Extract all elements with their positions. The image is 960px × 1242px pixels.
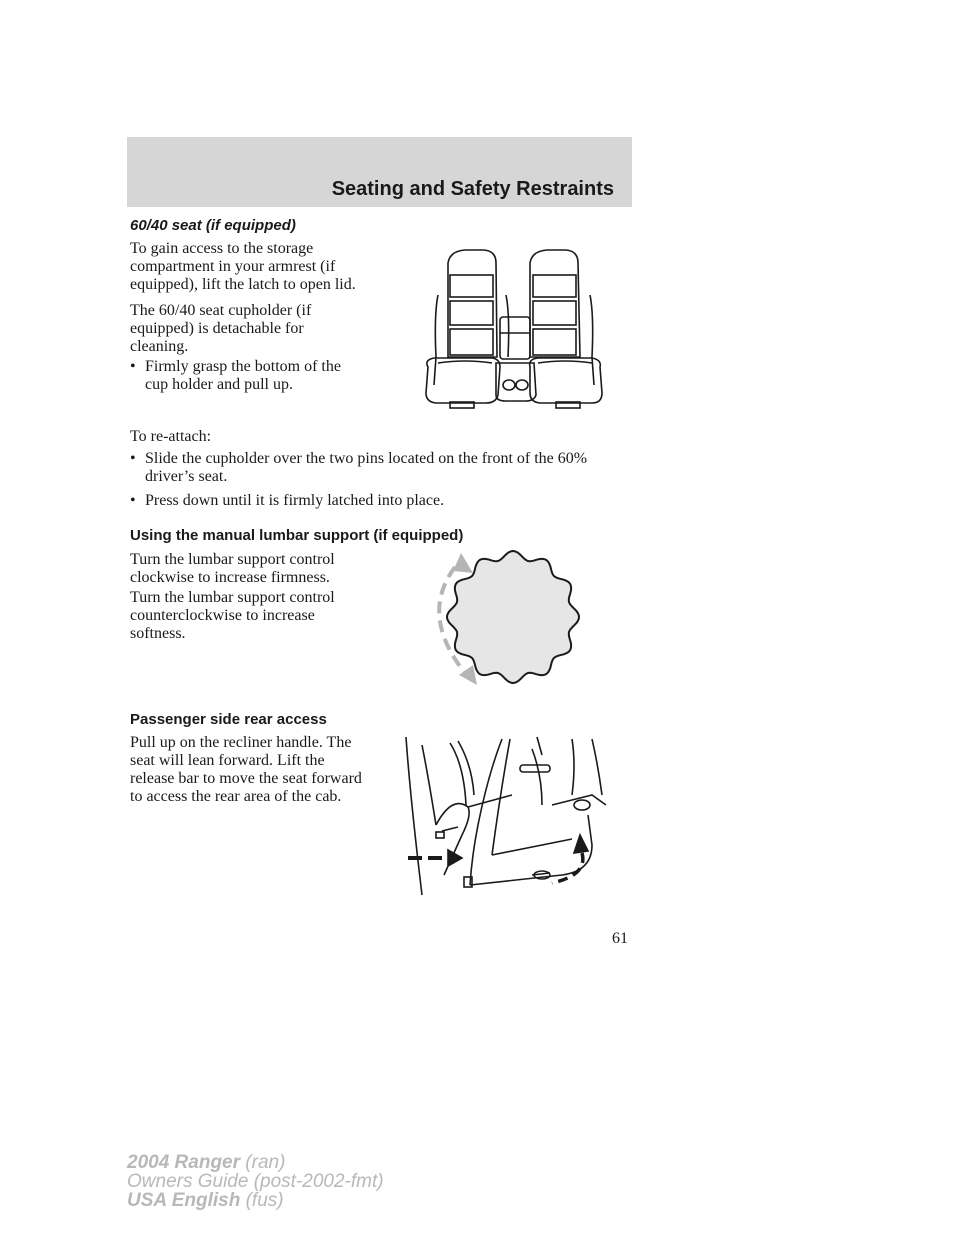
rear-access-heading: Passenger side rear access <box>130 711 327 728</box>
text-line: clockwise to increase firmness. <box>130 569 330 586</box>
footer-model-code: (ran) <box>240 1152 286 1173</box>
text-line: Firmly grasp the bottom of the <box>145 358 341 375</box>
footer <box>127 1153 384 1210</box>
footer-line-3 <box>127 1191 384 1210</box>
text-line: release bar to move the seat forward <box>130 770 362 787</box>
footer-line-2: Owners Guide (post-2002-fmt) <box>127 1171 384 1192</box>
text-line: equipped), lift the latch to open lid. <box>130 276 356 293</box>
bullet-dot: • <box>130 358 136 375</box>
text-line: driver’s seat. <box>145 468 228 485</box>
footer-model: 2004 Ranger <box>127 1152 241 1173</box>
lumbar-para2 <box>130 589 335 643</box>
rear-access-illustration <box>392 735 622 900</box>
bullet-dot: • <box>130 450 136 467</box>
footer-line-1 <box>127 1153 384 1172</box>
text-line: softness. <box>130 625 186 642</box>
text-line: The 60/40 seat cupholder (if <box>130 302 312 319</box>
text-line: To gain access to the storage <box>130 240 314 257</box>
text-line: Slide the cupholder over the two pins located on the front of the 60% <box>145 450 588 467</box>
bullet-grasp-cupholder <box>130 358 390 398</box>
page-number: 61 <box>612 930 628 947</box>
bullet-dot: • <box>130 492 136 509</box>
bullet-press-down <box>130 492 650 512</box>
text-line: equipped) is detachable for <box>130 320 304 337</box>
text-line: cleaning. <box>130 338 189 355</box>
seat-6040-para2 <box>130 302 311 356</box>
lumbar-heading: Using the manual lumbar support (if equipped) <box>130 527 464 544</box>
text-line: cup holder and pull up. <box>145 376 293 393</box>
bullet-slide-cupholder <box>130 450 650 490</box>
text-line: counterclockwise to increase <box>130 607 315 624</box>
text-line: Turn the lumbar support control <box>130 551 335 568</box>
text-line: compartment in your armrest (if <box>130 258 336 275</box>
lumbar-knob-illustration <box>425 545 585 690</box>
text-line: to access the rear area of the cab. <box>130 788 342 805</box>
text-line: seat will lean forward. Lift the <box>130 752 325 769</box>
seat-6040-para1 <box>130 240 356 294</box>
footer-language-code: (fus) <box>240 1190 284 1211</box>
text-line: Turn the lumbar support control <box>130 589 335 606</box>
footer-language: USA English <box>127 1190 241 1211</box>
text-line: Pull up on the recliner handle. The <box>130 734 352 751</box>
seat-6040-illustration <box>420 245 610 410</box>
rear-access-para <box>130 734 362 806</box>
section-title: Seating and Safety Restraints <box>331 178 614 200</box>
lumbar-para1 <box>130 551 335 587</box>
reattach-label: To re-attach: <box>130 428 212 445</box>
seat-6040-heading: 60/40 seat (if equipped) <box>130 217 296 234</box>
text-line: Press down until it is firmly latched into place. <box>145 492 445 509</box>
header-band <box>127 137 632 207</box>
